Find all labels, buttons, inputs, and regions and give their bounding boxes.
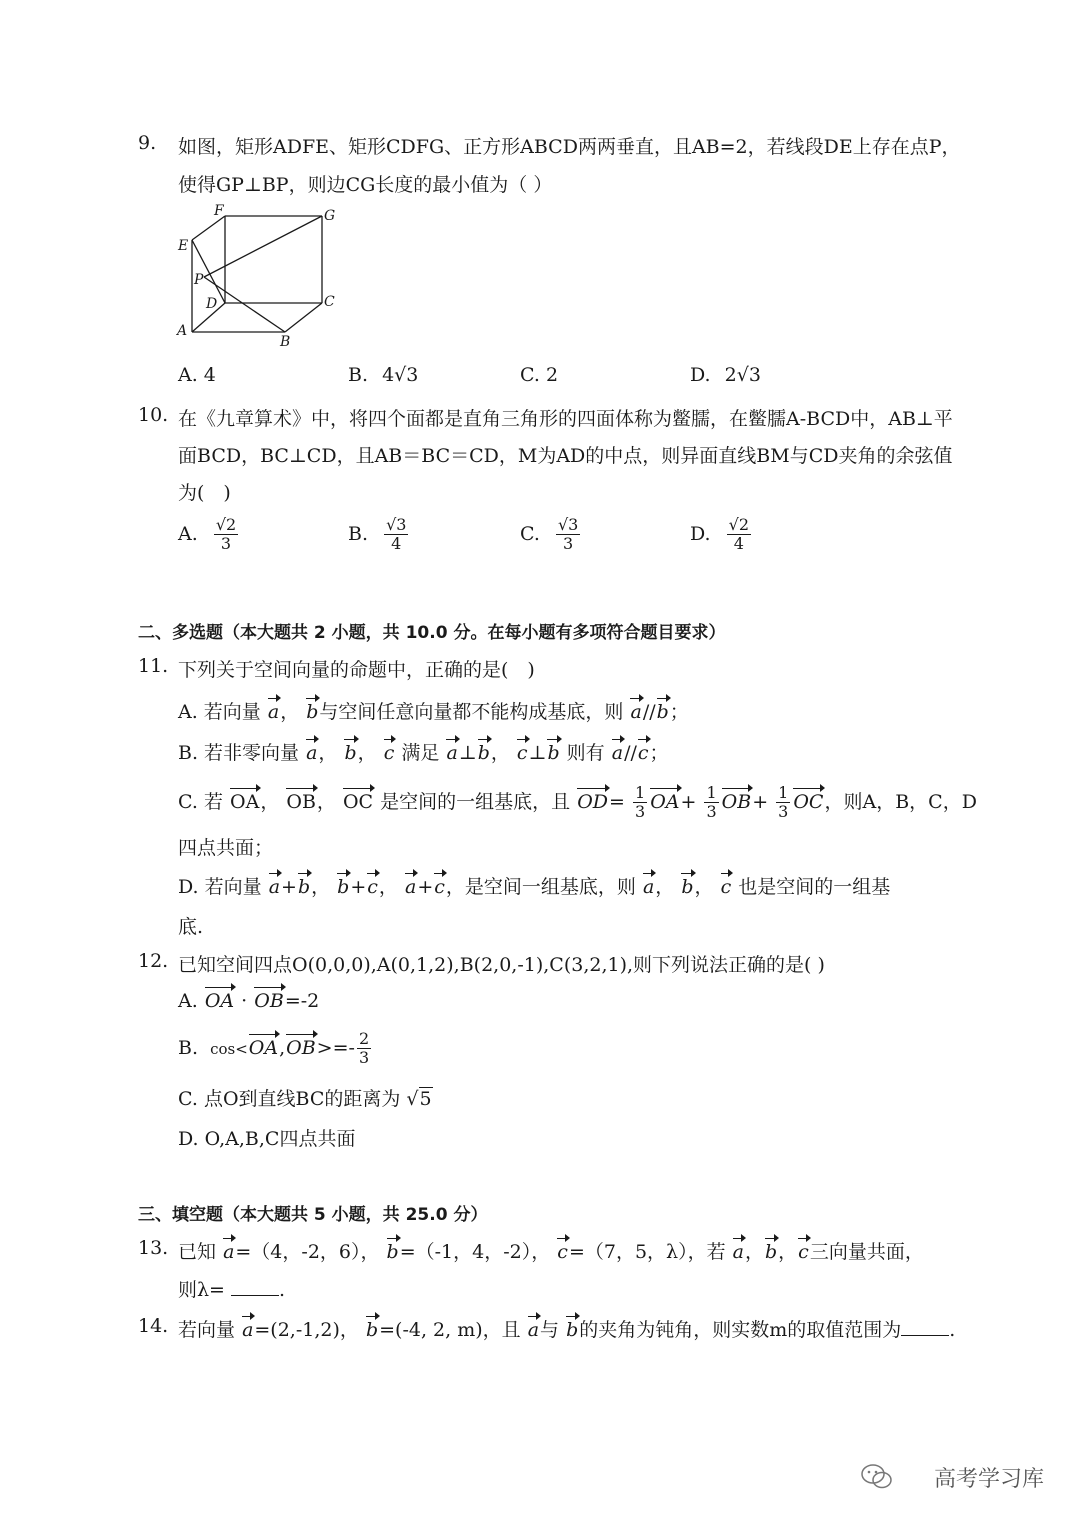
- q11-a-text1: A. 若向量: [178, 701, 261, 723]
- vector-a: a: [306, 742, 318, 764]
- q9-option-d-label: D.: [690, 364, 711, 386]
- frac-den: 3: [706, 802, 717, 822]
- q14-text1: 若向量: [178, 1319, 236, 1341]
- frac-num: 1: [778, 783, 789, 802]
- fig-label-b: B: [280, 334, 291, 350]
- frac-num: 1: [706, 783, 717, 802]
- q11-option-c-line2: 四点共面；: [178, 837, 274, 859]
- q11-b-sep2: ，: [357, 742, 377, 764]
- q10-option-d-den: 4: [733, 534, 744, 554]
- vector-oa: OA: [650, 790, 680, 813]
- q9-figure: [170, 200, 345, 350]
- q10-option-b-den: 4: [391, 534, 402, 554]
- q13-answer-prefix: 则λ=: [178, 1279, 225, 1301]
- fig-label-f: F: [214, 203, 224, 219]
- q13-line2: 则λ= .: [178, 1279, 286, 1301]
- vector-b: b: [547, 742, 560, 764]
- fig-label-c: C: [324, 294, 335, 310]
- cos-text: cos<: [210, 1039, 248, 1058]
- q11-number: 11.: [138, 655, 169, 677]
- vector-b: b: [656, 701, 669, 723]
- frac-den: 3: [635, 802, 646, 822]
- wechat-icon: [860, 1463, 894, 1491]
- comma: ,: [279, 1036, 286, 1059]
- q10-option-d-num: √2: [728, 515, 750, 534]
- vector-a: a: [446, 742, 458, 764]
- q14-text3: 的夹角为钝角，则实数m的取值范围为: [579, 1319, 902, 1341]
- q11-d-sep4: ，: [694, 876, 714, 898]
- q12-b-eq: >=-: [316, 1036, 355, 1059]
- q12-option-d: D. O,A,B,C四点共面: [178, 1128, 356, 1150]
- q10-option-c-label: C.: [520, 522, 540, 545]
- vector-c: c: [516, 742, 528, 764]
- q11-option-c: [178, 784, 977, 822]
- q11-c-sep2: ，: [316, 790, 336, 813]
- q10-option-d: [690, 516, 753, 554]
- vector-ob: OB: [721, 790, 752, 813]
- q13-number: 13.: [138, 1237, 169, 1259]
- vector-b: b: [681, 876, 694, 898]
- q11-c-sep1: ，: [260, 790, 280, 813]
- q10-stem-line2: 面BCD，BC⊥CD，且AB＝BC＝CD，M为AD的中点，则异面直线BM与CD夹角的余弦值: [178, 445, 953, 467]
- vector-a: a: [242, 1319, 254, 1341]
- q12-c-text: C. 点O到直线BC的距离为: [178, 1088, 401, 1110]
- vector-b: b: [566, 1319, 579, 1341]
- plus-sign: +: [281, 876, 297, 898]
- q10-option-d-label: D.: [690, 522, 711, 545]
- q9-option-c: C. 2: [520, 364, 559, 386]
- q9-option-d: [690, 364, 761, 386]
- vector-a: a: [223, 1241, 235, 1263]
- vector-a: a: [630, 701, 642, 723]
- q11-a-sep: ，: [280, 701, 300, 723]
- q11-b-text3: 则有: [566, 742, 605, 764]
- fig-label-a: A: [177, 323, 188, 339]
- q11-a-text2: 与空间任意向量都不能构成基底，则: [319, 701, 624, 723]
- q10-option-c-num: √3: [557, 515, 579, 534]
- vector-a: a: [268, 876, 281, 898]
- q12-a-label: A.: [178, 990, 198, 1012]
- q11-d-sep2: ，: [378, 876, 398, 898]
- q10-option-b: [348, 516, 410, 554]
- q10-option-a-den: 3: [220, 534, 232, 554]
- q10-option-c-den: 3: [563, 534, 574, 554]
- fig-label-d: D: [206, 296, 218, 312]
- frac-num: 1: [635, 783, 646, 802]
- q9-stem-line1: 如图，矩形ADFE、矩形CDFG、正方形ABCD两两垂直，且AB=2，若线段DE上存在点P，: [178, 136, 961, 158]
- q9-option-b-value: 4√3: [382, 364, 419, 386]
- vector-c: c: [367, 876, 378, 898]
- q12-c-value: 5: [419, 1088, 432, 1110]
- vector-b: b: [306, 701, 319, 723]
- vector-b: b: [764, 1241, 778, 1263]
- q11-b-end: ；: [649, 742, 669, 764]
- plus-sign: +: [350, 876, 367, 898]
- plus-sign: +: [752, 790, 769, 813]
- q11-stem: 下列关于空间向量的命题中，正确的是( ): [178, 659, 535, 681]
- vector-c: c: [383, 742, 395, 764]
- vector-oa: OA: [230, 790, 260, 813]
- frac-den: 3: [358, 1048, 370, 1068]
- vector-a: a: [732, 1241, 744, 1263]
- frac-num: 2: [358, 1029, 370, 1048]
- vector-ob: OB: [286, 790, 316, 813]
- q11-option-d-line2: 底.: [178, 916, 204, 938]
- q11-c-text1: C. 若: [178, 790, 223, 813]
- q10-option-a-num: √2: [215, 515, 237, 534]
- q13-b-value: =（-1，4，-2），: [399, 1241, 551, 1263]
- q10-stem-line1: 在《九章算术》中，将四个面都是直角三角形的四面体称为鳖臑，在鳖臑A-BCD中，AB⊥平: [178, 408, 953, 430]
- equals-sign: =: [609, 790, 625, 813]
- q12-option-b: [178, 1030, 373, 1068]
- q9-number: 9.: [138, 132, 157, 154]
- q14-number: 14.: [138, 1315, 169, 1337]
- q13-text2: 三向量共面，: [809, 1241, 924, 1263]
- vector-c: c: [798, 1241, 809, 1263]
- q11-d-text3: 也是空间的一组基: [738, 876, 891, 898]
- q11-option-d: [178, 872, 890, 899]
- section2-heading: 二、多选题（本大题共 2 小题，共 10.0 分。在每小题有多项符合题目要求）: [138, 623, 726, 643]
- q11-d-text2: ，是空间一组基底，则: [445, 876, 636, 898]
- q11-d-sep3: ，: [655, 876, 675, 898]
- q9-option-a: A. 4: [178, 364, 216, 386]
- section3-heading: 三、填空题（本大题共 5 小题，共 25.0 分）: [138, 1205, 488, 1225]
- watermark-text: 高考学习库: [933, 1467, 1044, 1492]
- q10-option-b-num: √3: [386, 515, 407, 534]
- perp-symbol: ⊥: [528, 742, 547, 764]
- q11-b-sep1: ，: [318, 742, 338, 764]
- answer-blank[interactable]: [901, 1321, 949, 1336]
- q13-text1: 已知: [178, 1241, 217, 1263]
- vector-od: OD: [577, 790, 609, 813]
- q12-b-label: B.: [178, 1036, 199, 1059]
- vector-c: c: [720, 876, 732, 898]
- vector-b: b: [386, 1241, 399, 1263]
- q11-b-sep3: ，: [490, 742, 510, 764]
- q11-c-text2: 是空间的一组基底，且: [380, 790, 571, 813]
- q9-option-d-value: 2√3: [724, 364, 761, 386]
- q12-number: 12.: [138, 950, 169, 972]
- vector-a: a: [642, 876, 655, 898]
- q10-option-c: [520, 516, 582, 554]
- q11-option-a: [178, 697, 689, 724]
- q10-number: 10.: [138, 404, 169, 426]
- q10-option-a: [178, 516, 240, 554]
- plus-sign: +: [680, 790, 697, 813]
- vector-b: b: [337, 876, 350, 898]
- vector-c: c: [557, 1241, 568, 1263]
- q9-stem-line2: 使得GP⊥BP，则边CG长度的最小值为（ ）: [178, 174, 553, 196]
- vector-a: a: [611, 742, 624, 764]
- q10-option-a-label: A.: [178, 522, 198, 545]
- fig-label-e: E: [178, 238, 189, 254]
- vector-ob: OB: [254, 990, 284, 1012]
- fig-label-p: P: [194, 272, 204, 288]
- vector-oa: OA: [204, 990, 235, 1012]
- q11-a-end: ；: [669, 701, 689, 723]
- vector-a: a: [267, 701, 280, 723]
- q14-stem: 若向量 a=(2,-1,2)， b=(-4, 2, m)，且 a与 b的夹角为钝角，则实数m的取值范围为 .: [178, 1319, 956, 1341]
- vector-b: b: [365, 1319, 379, 1341]
- fig-label-g: G: [324, 208, 336, 224]
- parallel-symbol: //: [642, 701, 656, 723]
- q9-option-b-label: B.: [348, 364, 369, 386]
- vector-b: b: [477, 742, 490, 764]
- dot-symbol: ·: [241, 990, 248, 1012]
- answer-blank[interactable]: [231, 1281, 279, 1296]
- vector-b: b: [297, 876, 311, 898]
- perp-symbol: ⊥: [458, 742, 477, 764]
- q14-b-value: =(-4, 2, m)，且: [379, 1319, 521, 1341]
- vector-c: c: [434, 876, 445, 898]
- q13-stem: 已知 a=（4，-2，6）， b=（-1，4，-2）， c=（7，5，λ），若 a，b，c三向量共面，: [178, 1241, 924, 1263]
- q14-text2: 与: [540, 1319, 560, 1341]
- q14-a-value: =(2,-1,2)，: [254, 1319, 359, 1341]
- vector-ob: OB: [286, 1036, 316, 1059]
- vector-oa: OA: [248, 1036, 279, 1059]
- q9-option-b: [348, 364, 418, 386]
- q10-stem-line3: 为( ): [178, 482, 231, 504]
- q13-a-value: =（4，-2，6），: [235, 1241, 380, 1263]
- vector-a: a: [404, 876, 417, 898]
- q11-d-sep1: ，: [311, 876, 331, 898]
- q12-a-value: =-2: [284, 990, 320, 1012]
- vector-b: b: [344, 742, 357, 764]
- q11-b-text2: 满足: [401, 742, 440, 764]
- parallel-symbol: //: [624, 742, 637, 764]
- q13-c-value: =（7，5，λ），若: [568, 1241, 726, 1263]
- q11-b-text1: B. 若非零向量: [178, 742, 300, 764]
- q11-c-text3: ，则A，B，C，D: [824, 790, 977, 813]
- q12-option-a: [178, 990, 319, 1012]
- q12-stem: 已知空间四点O(0,0,0),A(0,1,2),B(2,0,-1),C(3,2,1),则下列说法正确的是( ): [178, 954, 825, 976]
- q12-option-c: [178, 1084, 433, 1111]
- q11-option-b: [178, 738, 669, 765]
- plus-sign: +: [417, 876, 434, 898]
- q10-option-b-label: B.: [348, 522, 369, 545]
- frac-den: 3: [778, 802, 789, 822]
- vector-a: a: [527, 1319, 540, 1341]
- vector-c: c: [637, 742, 649, 764]
- vector-oc: OC: [793, 790, 824, 813]
- vector-oc: OC: [342, 790, 374, 813]
- q11-d-text1: D. 若向量: [178, 876, 262, 898]
